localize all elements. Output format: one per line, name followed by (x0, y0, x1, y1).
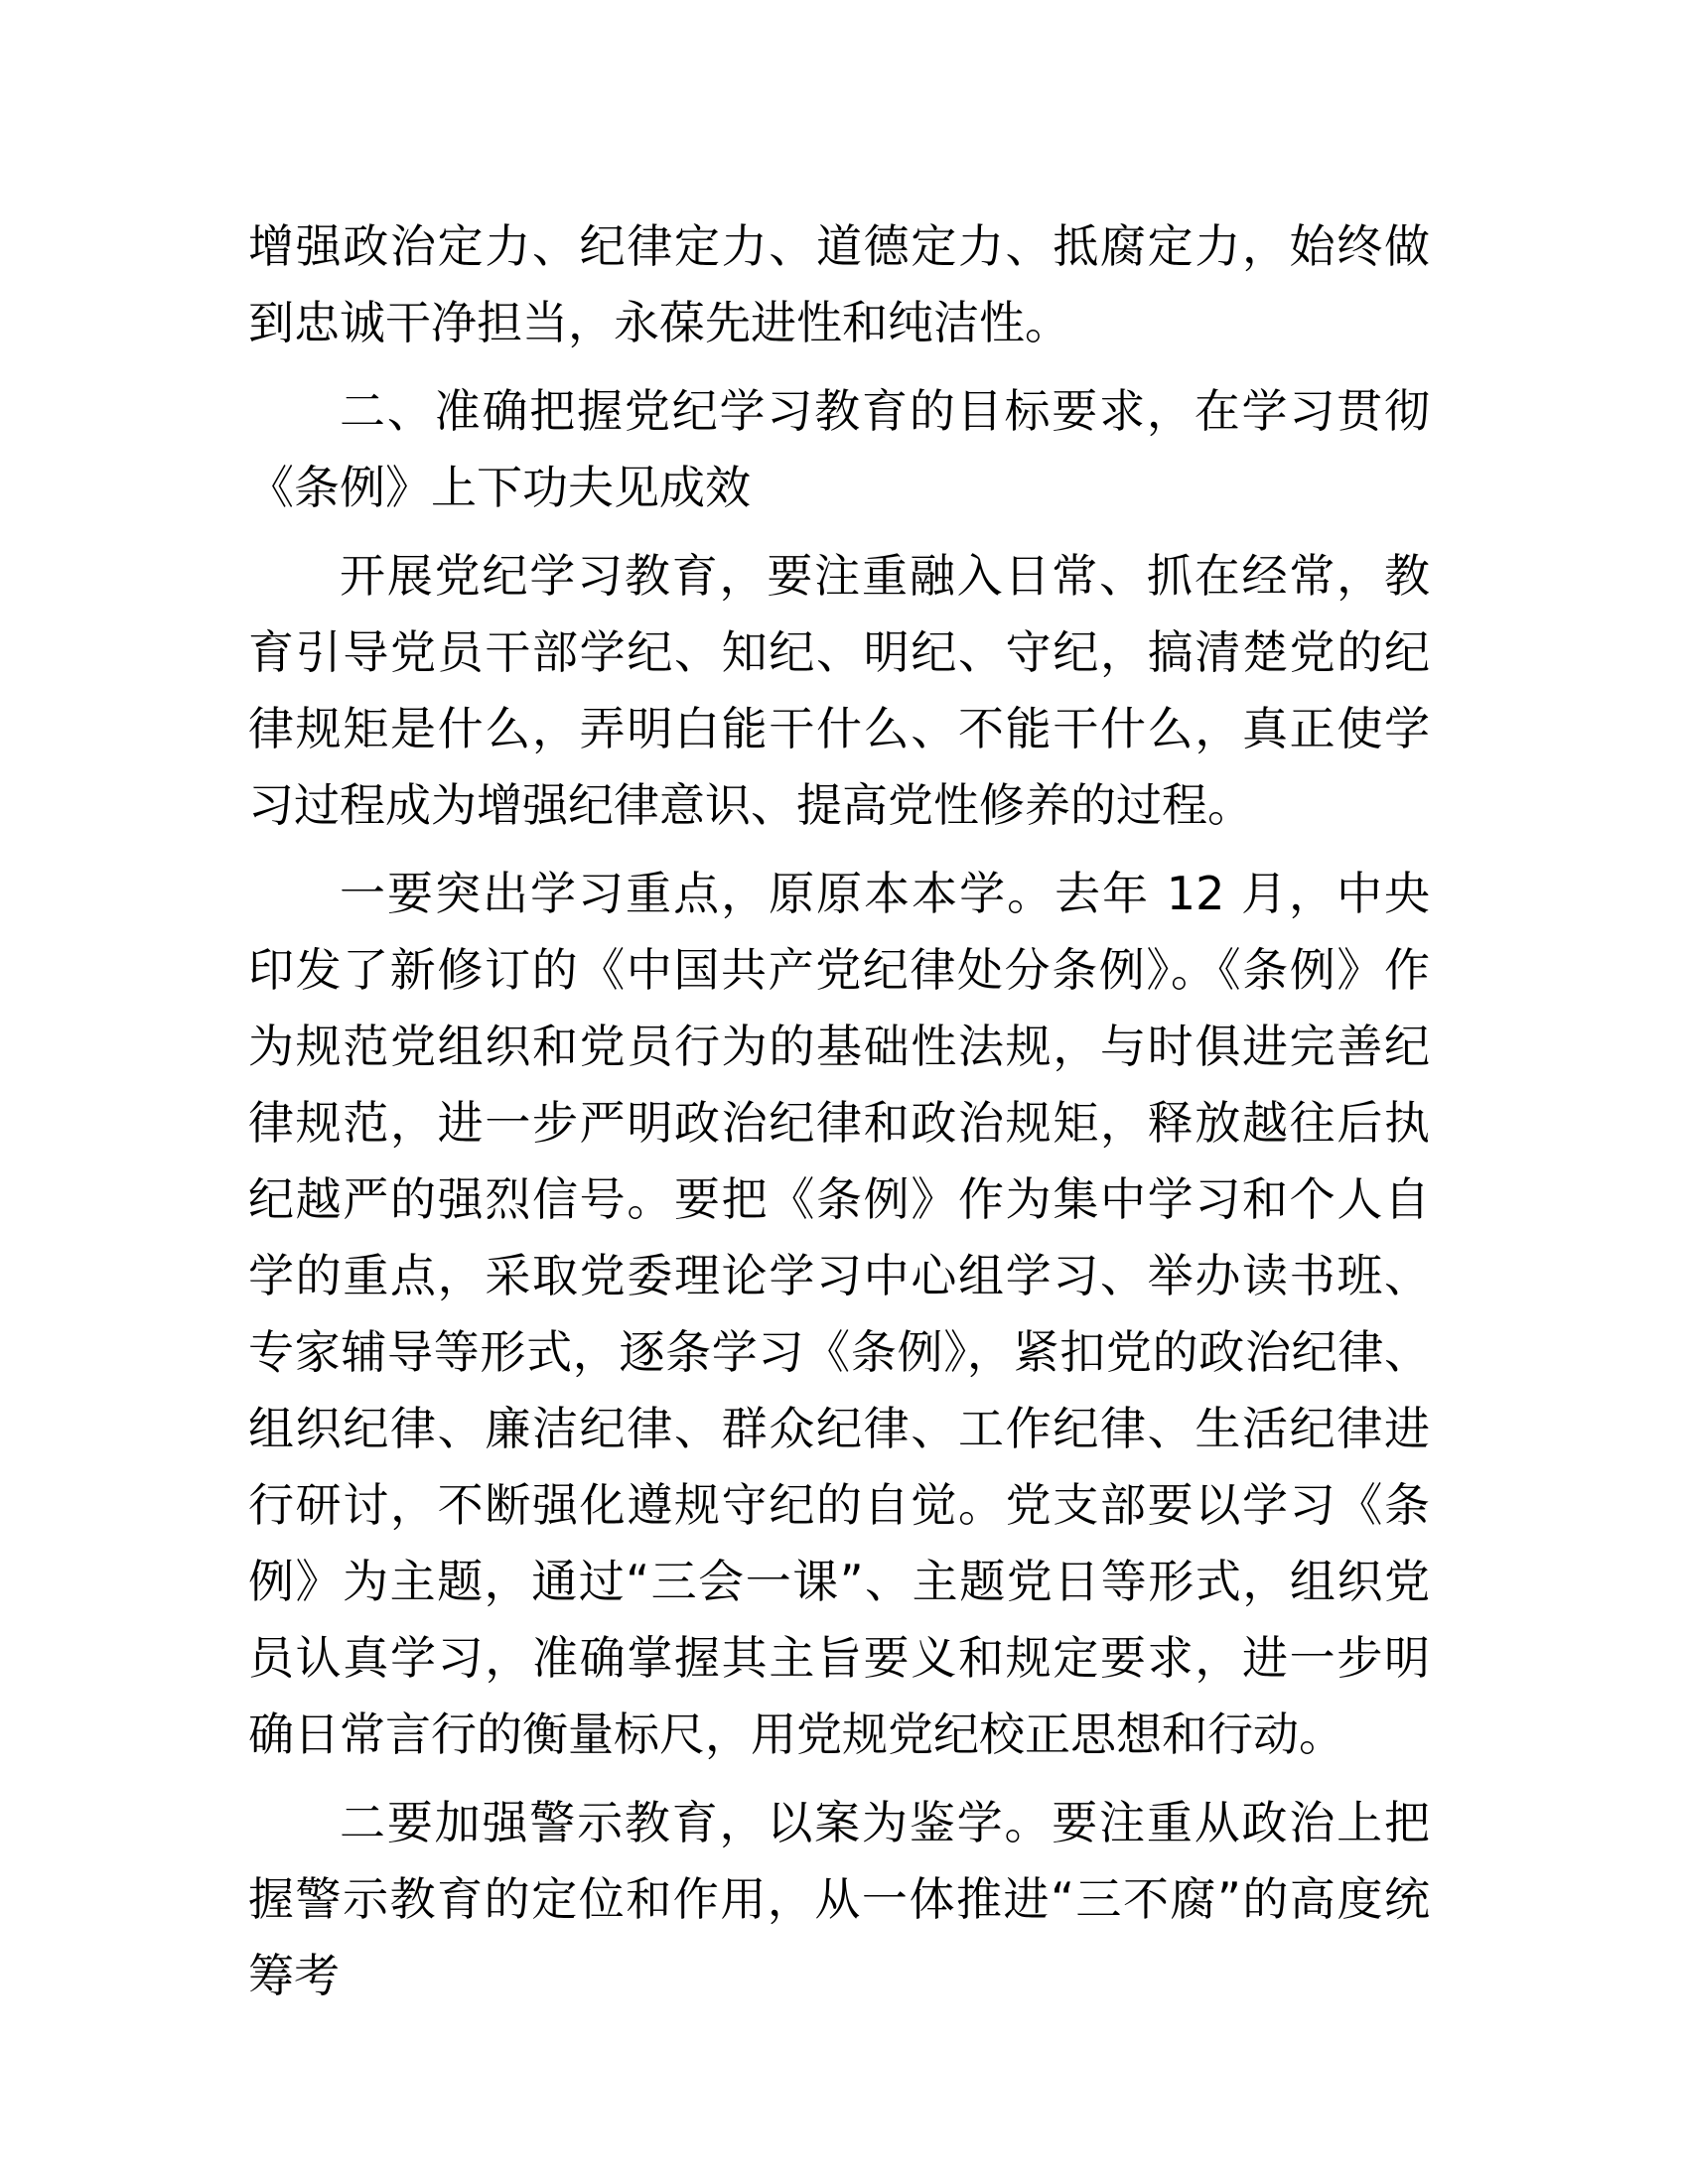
paragraph-continuation: 增强政治定力、纪律定力、道德定力、抵腐定力，始终做到忠诚干净担当，永葆先进性和纯洁性。 (248, 219, 1430, 349)
section-heading-two: 二、准确把握党纪学习教育的目标要求，在学习贯彻《条例》上下功夫见成效 (248, 384, 1430, 514)
document-page (248, 208, 1430, 2026)
paragraph-point-one: 一要突出学习重点，原原本本学。去年 12 月，中央印发了新修订的《中国共产党纪律处分条例》。《条例》作为规范党组织和党员行为的基础性法规，与时俱进完善纪律规范，进一步严明政治纪律和政治规矩，释放越往后执纪越严的强烈信号。要把《条例》作为集中学习和个人自学的重点，采取党委理论学习中心组学习、举办读书班、专家辅导等形式，逐条学习《条例》，紧扣党的政治纪律、组织纪律、廉洁纪律、群众纪律、工作纪律、生活纪律进行研讨，不断强化遵规守纪的自觉。党支部要以学习《条例》为主题，通过“三会一课”、主题党日等形式，组织党员认真学习，准确掌握其主旨要义和规定要求，进一步明确日常言行的衡量标尺，用党规党纪校正思想和行动。 (248, 867, 1430, 1761)
paragraph-point-two: 二要加强警示教育，以案为鉴学。要注重从政治上把握警示教育的定位和作用，从一体推进“三不腐”的高度统筹考 (248, 1796, 1430, 2002)
paragraph-intro: 开展党纪学习教育，要注重融入日常、抓在经常，教育引导党员干部学纪、知纪、明纪、守纪，搞清楚党的纪律规矩是什么，弄明白能干什么、不能干什么，真正使学习过程成为增强纪律意识、提高党性修养的过程。 (248, 549, 1430, 832)
